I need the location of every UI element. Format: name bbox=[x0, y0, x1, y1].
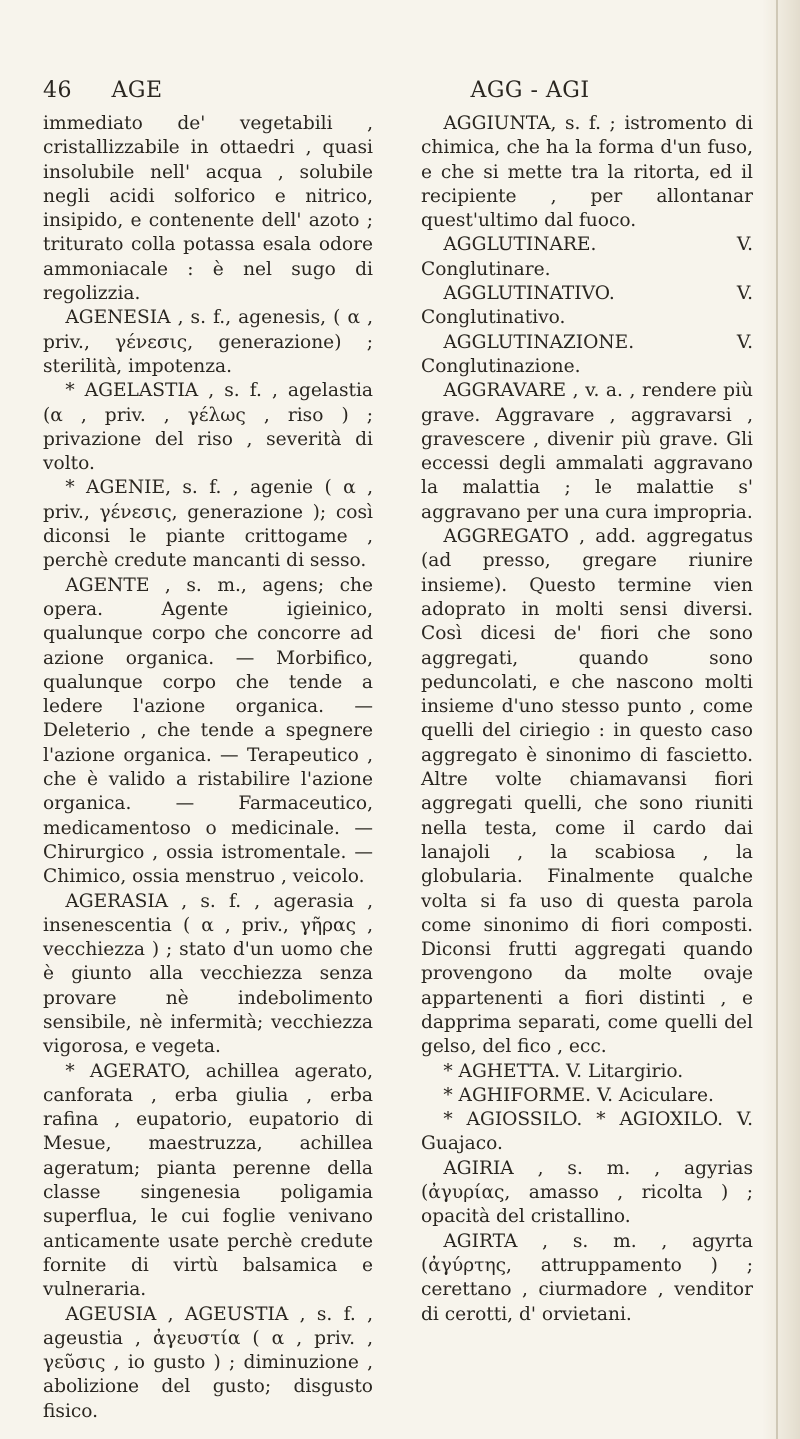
entry-aghetta: * AGHETTA. V. Litargirio. bbox=[443, 1060, 684, 1082]
entry-agenesia: AGENESIA , s. f., agenesis, ( α , priv., γένεσις, generazione) ; sterilità, impotenza. bbox=[43, 307, 373, 377]
entry-agglutinare: AGGLUTINARE. V. Conglutinare. bbox=[421, 234, 753, 280]
header-title-right: AGG - AGI bbox=[470, 78, 590, 103]
entry-agerasia: AGERASIA , s. f. , agerasia , insenescentia ( α , priv., γῆρας , vecchiezza ) ; stato d'un uomo che è giunto alla vecchiezza senza provare nè indebolimento sensibile, nè infermità; vecchiezza vigorosa, e vegeta. bbox=[43, 890, 373, 1058]
running-header-left bbox=[43, 78, 163, 103]
entry-agglutinativo: AGGLUTINATIVO. V. Conglutinativo. bbox=[421, 283, 753, 329]
entry-ageusia: AGEUSIA , AGEUSTIA , s. f. , ageustia , ἀγευστία ( α , priv. , γεῦσις , io gusto ) ; diminuzione , abolizione del gusto; disgusto fisico. bbox=[43, 1303, 373, 1422]
page-edge-line bbox=[776, 0, 778, 1439]
entry-aghiforme: * AGHIFORME. V. Aciculare. bbox=[443, 1084, 714, 1106]
entry-agglutinazione: AGGLUTINAZIONE. V. Conglutinazione. bbox=[421, 331, 753, 377]
entry-agelastia: * AGELASTIA , s. f. , agelastia (α , priv. , γέλως , riso ) ; privazione del riso , severità di volto. bbox=[43, 380, 373, 475]
header-title-left: AGE bbox=[111, 78, 163, 103]
entry-agerato: * AGERATO, achillea agerato, canforata , erba giulia , erba rafina , eupatorio, eupatorio di Mesue, maestruzza, achillea ageratum; pianta perenne della classe singenesia poligamia superflua, le cui foglie venivano anticamente usate perchè credute fornite di virtù balsamica e vulneraria. bbox=[43, 1060, 373, 1301]
page-edge bbox=[762, 0, 800, 1439]
entry-aggregato: AGGREGATO , add. aggregatus (ad presso, gregare riunire insieme). Questo termine vien adoprato in molti sensi diversi. Così dicesi de' fiori che sono aggregati, quando sono peduncolati, e che nascono molti insieme d'uno stesso punto , come quelli del ciriegio : in questo caso aggregato è sinonimo di fascietto. Altre volte chiamavansi fiori aggregati quelli, che sono riuniti nella testa, come il cardo dai lanajoli , la scabiosa , la globularia. Finalmente qualche volta si fa uso di questa parola come sinonimo di fiori composti. Diconsi frutti aggregati quando provengono da molte ovaje appartenenti a fiori distinti , e dapprima separati, come quelli del gelso, del fico , ecc. bbox=[421, 526, 753, 1058]
page-number: 46 bbox=[43, 78, 72, 103]
entry-agenie: * AGENIE, s. f. , agenie ( α , priv., γένεσις, generazione ); così diconsi le piante crittogame , perchè credute mancanti di sesso. bbox=[43, 477, 373, 572]
entry-agente: AGENTE , s. m., agens; che opera. Agente igieinico, qualunque corpo che concorre ad azione organica. — Morbifico, qualunque corpo che tende a ledere l'azione organica. — Deleterio , che tende a spegnere l'azione organica. — Terapeutico , che è valido a ristabilire l'azione organica. — Farmaceutico, medicamentoso o medicinale. — Chirurgico , ossia istromentale. — Chimico, ossia menstruo , veicolo. bbox=[43, 574, 373, 888]
entry-aggravare: AGGRAVARE , v. a. , rendere più grave. Aggravare , aggravarsi , gravescere , divenir più grave. Gli eccessi degli ammalati aggravano la malattia ; le malattie s' aggravano per una cura impropria. bbox=[421, 380, 753, 523]
entry-aggiunta: AGGIUNTA, s. f. ; istromento di chimica, che ha la forma d'un fuso, e che si mette tra la ritorta, ed il recipiente , per allontanar quest'ultimo dal fuoco. bbox=[421, 113, 753, 232]
entry-agirta: AGIRTA , s. m. , agyrta (ἀγύρτης, attruppamento ) ; cerettano , ciurmadore , venditor di cerotti, d' orvietani. bbox=[421, 1230, 753, 1325]
entry-agiria: AGIRIA , s. m. , agyrias (ἀγυρίας, amasso , ricolta ) ; opacità del cristallino. bbox=[421, 1157, 753, 1228]
entry-agiossilo: * AGIOSSILO. * AGIOXILO. V. Guajaco. bbox=[421, 1109, 753, 1155]
right-column bbox=[421, 112, 753, 1327]
entry-continuation: immediato de' vegetabili , cristallizzabile in ottaedri , quasi insolubile nell' acqua , solubile negli acidi solforico e nitrico, insipido, e contenente dell' azoto ; triturato colla potassa esala odore ammoniacale : è nel sugo di regolizzia. bbox=[43, 113, 373, 305]
left-column bbox=[43, 112, 373, 1424]
